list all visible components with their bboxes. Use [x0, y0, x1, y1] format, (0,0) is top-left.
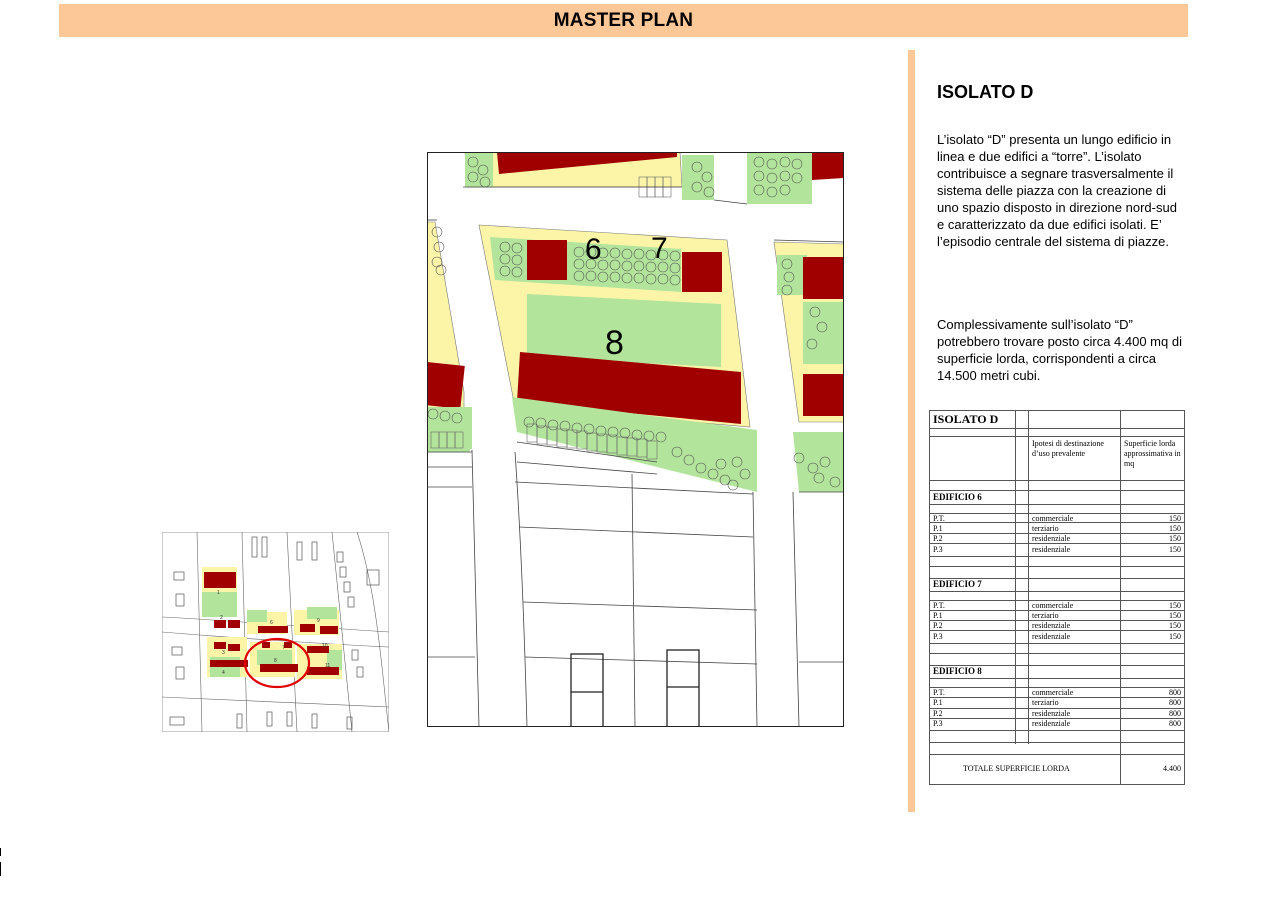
section-title: ISOLATO D — [937, 82, 1034, 102]
floor-cell: P.3 — [933, 632, 943, 641]
description-paragraph: L’isolato “D” presenta un lungo edificio in linea e due edifici a “torre”. L’isolato contribuisce a segnare trasversalmente il sistema delle piazza con la creazione di uno spazio disposto in direzione nord-sud e caratterizzato da due edifici isolati. E’ l’episodio centrale del sistema di piazze. — [937, 132, 1177, 249]
isolato-d-table — [929, 410, 1185, 785]
total-label: TOTALE SUPERFICIE LORDA — [963, 764, 1070, 773]
summary-paragraph: Complessivamente sull’isolato “D” potrebbero trovare posto circa 4.400 mq di superficie lorda, corrispondenti a circa 14.500 metri cubi. — [937, 317, 1182, 383]
title-bar — [59, 4, 1188, 37]
area-cell: 150 — [1169, 601, 1181, 610]
area-cell: 800 — [1169, 698, 1181, 707]
floor-cell: P.T. — [933, 514, 945, 523]
floor-cell: P.2 — [933, 534, 943, 543]
use-cell: commerciale — [1032, 688, 1074, 697]
label-building-6: 6 — [585, 233, 602, 266]
floor-cell: P.1 — [933, 524, 943, 533]
floor-cell: P.3 — [933, 545, 943, 554]
location-plan-minimap — [162, 532, 389, 732]
floor-cell: P.2 — [933, 709, 943, 718]
floor-cell: P.3 — [933, 719, 943, 728]
building-6 — [527, 240, 567, 280]
label-building-8: 8 — [605, 324, 624, 362]
mini-label-9: 9 — [317, 618, 320, 624]
table-title: ISOLATO D — [933, 412, 999, 426]
mini-label-1: 1 — [217, 590, 220, 596]
use-cell: residenziale — [1032, 534, 1071, 543]
floor-cell: P.2 — [933, 621, 943, 630]
use-cell: commerciale — [1032, 601, 1074, 610]
area-cell: 150 — [1169, 611, 1181, 620]
mini-label-2: 2 — [220, 615, 223, 621]
mini-label-11: 11 — [325, 663, 331, 669]
use-cell: residenziale — [1032, 719, 1071, 728]
area-cell: 150 — [1169, 621, 1181, 630]
area-cell: 800 — [1169, 709, 1181, 718]
page-title: MASTER PLAN — [553, 9, 694, 31]
total-value: 4.400 — [1163, 764, 1181, 773]
floor-cell: P.1 — [933, 611, 943, 620]
floor-cell: P.T. — [933, 601, 945, 610]
use-cell: terziario — [1032, 524, 1059, 533]
mini-label-6: 6 — [270, 620, 273, 626]
use-cell: residenziale — [1032, 709, 1071, 718]
mini-label-7: 7 — [282, 645, 285, 651]
area-cell: 150 — [1169, 534, 1181, 543]
column-header-use: Ipotesi di destinazione d’uso prevalente — [1032, 439, 1104, 458]
edge-marks — [0, 848, 2, 882]
area-cell: 150 — [1169, 545, 1181, 554]
use-cell: residenziale — [1032, 632, 1071, 641]
area-cell: 800 — [1169, 688, 1181, 697]
area-cell: 800 — [1169, 719, 1181, 728]
column-header-area: Superficie lorda approssimativa in mq — [1124, 439, 1181, 468]
label-building-7: 7 — [651, 232, 668, 265]
building-heading: EDIFICIO 7 — [933, 579, 982, 589]
building-heading: EDIFICIO 6 — [933, 492, 982, 502]
building-heading: EDIFICIO 8 — [933, 666, 982, 676]
area-cell: 150 — [1169, 514, 1181, 523]
mini-label-10: 10 — [322, 643, 328, 649]
use-cell: residenziale — [1032, 545, 1071, 554]
mini-label-4: 4 — [222, 670, 225, 676]
section-divider — [908, 50, 915, 812]
floor-cell: P.1 — [933, 698, 943, 707]
use-cell: terziario — [1032, 698, 1059, 707]
floor-cell: P.T. — [933, 688, 945, 697]
use-cell: residenziale — [1032, 621, 1071, 630]
mini-label-8: 8 — [274, 658, 277, 664]
area-cell: 150 — [1169, 524, 1181, 533]
area-cell: 150 — [1169, 632, 1181, 641]
use-cell: terziario — [1032, 611, 1059, 620]
master-plan-map — [427, 152, 844, 727]
mini-label-3: 3 — [222, 650, 225, 656]
building-7 — [682, 252, 722, 292]
use-cell: commerciale — [1032, 514, 1074, 523]
